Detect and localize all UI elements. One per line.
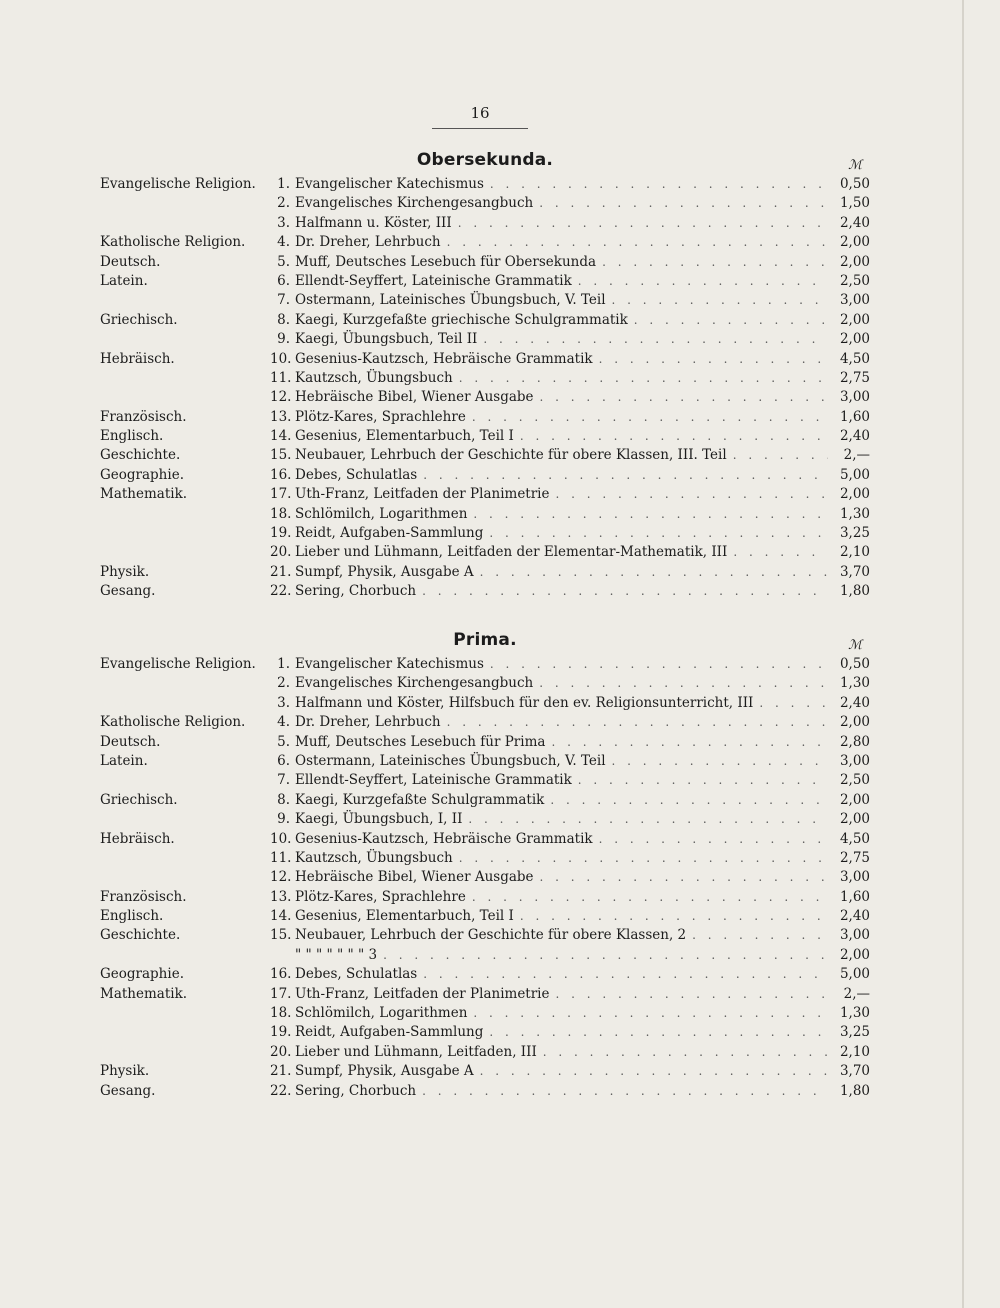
item-number: 7.: [277, 772, 290, 789]
subject-label: Katholische Religion.: [100, 714, 246, 731]
book-title: Halfmann u. Köster, III: [295, 214, 452, 231]
item-number: 8.: [277, 311, 290, 328]
book-title: Evangelisches Kirchengesangbuch: [295, 195, 534, 212]
dot-leader: [612, 754, 828, 768]
book-title: Kautzsch, Übungsbuch: [295, 369, 453, 386]
book-row: [100, 254, 870, 273]
dot-leader: [447, 235, 828, 249]
dot-leader: [480, 1064, 828, 1078]
book-title: Ellendt-Seyffert, Lateinische Grammatik: [295, 272, 572, 289]
book-title: Evangelisches Kirchengesangbuch: [295, 675, 534, 692]
book-title: Lieber und Lühmann, Leitfaden der Elementar-Mathematik, III: [295, 544, 728, 561]
subject-label: Katholische Religion.: [100, 234, 246, 251]
item-number: 17.: [270, 486, 292, 503]
dot-leader: [468, 812, 828, 826]
book-list: [100, 656, 870, 1102]
price-value: 2,00: [839, 811, 870, 828]
item-number: 10.: [270, 830, 292, 847]
item-number: 2.: [277, 675, 290, 692]
item-number: 16.: [270, 966, 292, 983]
subject-label: Griechisch.: [100, 791, 178, 808]
item-number: 5.: [277, 253, 290, 270]
subject-label: Latein.: [100, 752, 148, 769]
dot-leader: [459, 371, 828, 385]
item-number: 6.: [277, 272, 290, 289]
book-row: [100, 792, 870, 811]
item-number: 8.: [277, 791, 290, 808]
price-value: 3,70: [839, 1063, 870, 1080]
dot-leader: [473, 507, 828, 521]
price-value: 2,40: [839, 428, 870, 445]
dot-leader: [520, 909, 828, 923]
dot-leader: [473, 1006, 828, 1020]
subject-label: Deutsch.: [100, 253, 161, 270]
item-number: 9.: [277, 811, 290, 828]
dot-leader: [578, 274, 828, 288]
item-number: 3.: [277, 694, 290, 711]
item-number: 22.: [270, 583, 292, 600]
book-title: Muff, Deutsches Lesebuch für Prima: [295, 733, 546, 750]
item-number: 3.: [277, 214, 290, 231]
item-number: 11.: [270, 369, 292, 386]
price-value: 2,50: [839, 272, 870, 289]
dot-leader: [472, 410, 828, 424]
price-value: 3,00: [839, 292, 870, 309]
book-title: Dr. Dreher, Lehrbuch: [295, 234, 441, 251]
dot-leader: [422, 584, 828, 598]
dot-leader: [490, 657, 828, 671]
book-title: Ostermann, Lateinisches Übungsbuch, V. Teil: [295, 752, 606, 769]
item-number: 18.: [270, 505, 292, 522]
subject-label: Hebräisch.: [100, 350, 175, 367]
book-title: Hebräische Bibel, Wiener Ausgabe: [295, 389, 534, 406]
dot-leader: [599, 352, 828, 366]
book-row: [100, 486, 870, 505]
price-value: 2,00: [839, 791, 870, 808]
dot-leader: [480, 565, 828, 579]
price-value: 2,—: [843, 447, 870, 464]
book-row: [100, 656, 870, 675]
item-number: 16.: [270, 466, 292, 483]
book-row: [100, 889, 870, 908]
dot-leader: [550, 793, 828, 807]
book-row: [100, 215, 870, 234]
book-row: [100, 1063, 870, 1082]
price-value: 3,00: [839, 389, 870, 406]
book-row: [100, 467, 870, 486]
book-title: Schlömilch, Logarithmen: [295, 1005, 468, 1022]
subject-label: Englisch.: [100, 908, 164, 925]
item-number: 21.: [270, 1063, 292, 1080]
item-number: 11.: [270, 849, 292, 866]
book-row: [100, 312, 870, 331]
book-list: [100, 176, 870, 603]
book-title: Gesenius, Elementarbuch, Teil I: [295, 908, 514, 925]
item-number: 1.: [277, 176, 290, 192]
price-value: 3,70: [839, 563, 870, 580]
book-row: [100, 525, 870, 544]
price-value: 1,80: [839, 583, 870, 600]
price-value: 5,00: [839, 466, 870, 483]
book-title: Dr. Dreher, Lehrbuch: [295, 714, 441, 731]
book-title: Kaegi, Kurzgefaßte Schulgrammatik: [295, 791, 545, 808]
book-title: Debes, Schulatlas: [295, 466, 418, 483]
book-title: Sering, Chorbuch: [295, 1082, 417, 1099]
price-value: 2,00: [839, 946, 870, 963]
book-row: [100, 195, 870, 214]
section-prima: [100, 630, 870, 1102]
dot-leader: [578, 773, 828, 787]
subject-label: Griechisch.: [100, 311, 178, 328]
currency-symbol: ℳ: [848, 638, 862, 653]
dot-leader: [490, 177, 828, 191]
dot-leader: [551, 735, 828, 749]
item-number: 14.: [270, 908, 292, 925]
book-title: Uth-Franz, Leitfaden der Planimetrie: [295, 985, 550, 1002]
section-obersekunda: [100, 150, 870, 603]
book-row: [100, 234, 870, 253]
dot-leader: [733, 545, 828, 559]
book-row: [100, 370, 870, 389]
book-row: [100, 734, 870, 753]
price-value: 1,60: [839, 888, 870, 905]
book-row: [100, 447, 870, 466]
book-row: [100, 1044, 870, 1063]
book-title: Kaegi, Übungsbuch, Teil II: [295, 331, 478, 348]
dot-leader: [759, 696, 828, 710]
book-row: [100, 1005, 870, 1024]
book-title: Plötz-Kares, Sprachlehre: [295, 408, 466, 425]
item-number: 15.: [270, 927, 292, 944]
subject-label: Gesang.: [100, 583, 156, 600]
price-value: 2,00: [839, 331, 870, 348]
price-value: 4,50: [839, 350, 870, 367]
book-row: [100, 966, 870, 985]
item-number: 4.: [277, 714, 290, 731]
price-value: 2,80: [839, 733, 870, 750]
book-title: Kaegi, Übungsbuch, I, II: [295, 811, 463, 828]
item-number: 20.: [270, 544, 292, 561]
dot-leader: [540, 390, 828, 404]
subject-label: Mathematik.: [100, 985, 188, 1002]
book-row: [100, 831, 870, 850]
item-number: 14.: [270, 428, 292, 445]
price-value: 1,30: [839, 675, 870, 692]
item-number: 12.: [270, 389, 292, 406]
price-value: 4,50: [839, 830, 870, 847]
book-title: Kaegi, Kurzgefaßte griechische Schulgrammatik: [295, 311, 628, 328]
book-row: [100, 1024, 870, 1043]
section-title: Prima.: [453, 630, 517, 650]
item-number: 5.: [277, 733, 290, 750]
subject-label: Gesang.: [100, 1082, 156, 1099]
book-row: [100, 753, 870, 772]
item-number: 18.: [270, 1005, 292, 1022]
currency-symbol: ℳ: [848, 158, 862, 173]
dot-leader: [556, 987, 829, 1001]
book-title: Debes, Schulatlas: [295, 966, 418, 983]
dot-leader: [472, 890, 828, 904]
item-number: 4.: [277, 234, 290, 251]
item-number: 15.: [270, 447, 292, 464]
dot-leader: [733, 448, 828, 462]
item-number: 6.: [277, 752, 290, 769]
book-title: Evangelischer Katechismus: [295, 176, 484, 192]
price-value: 3,25: [839, 1024, 870, 1041]
book-title: Lieber und Lühmann, Leitfaden, III: [295, 1043, 537, 1060]
price-value: 3,00: [839, 927, 870, 944]
item-number: 13.: [270, 888, 292, 905]
price-value: 0,50: [839, 656, 870, 672]
price-value: 1,30: [839, 1005, 870, 1022]
dot-leader: [540, 870, 828, 884]
subject-label: Englisch.: [100, 428, 164, 445]
dot-leader: [539, 196, 828, 210]
item-number: 21.: [270, 563, 292, 580]
section-header: [100, 630, 870, 656]
price-value: 2,50: [839, 772, 870, 789]
subject-label: Evangelische Religion.: [100, 656, 256, 672]
section-header: [100, 150, 870, 176]
subject-label: Geschichte.: [100, 927, 181, 944]
book-row: [100, 869, 870, 888]
price-value: 2,00: [839, 486, 870, 503]
dot-leader: [483, 332, 828, 346]
subject-label: Geschichte.: [100, 447, 181, 464]
dot-leader: [459, 851, 828, 865]
price-value: 1,80: [839, 1082, 870, 1099]
subject-label: Latein.: [100, 272, 148, 289]
book-row: [100, 1083, 870, 1102]
item-number: 1.: [277, 656, 290, 672]
book-row: [100, 506, 870, 525]
book-row: [100, 947, 870, 966]
book-title: Halfmann und Köster, Hilfsbuch für den ev. Religionsunterricht, III: [295, 694, 754, 711]
price-value: 3,00: [839, 752, 870, 769]
item-number: 17.: [270, 985, 292, 1002]
price-value: 1,30: [839, 505, 870, 522]
item-number: 13.: [270, 408, 292, 425]
dot-leader: [599, 832, 828, 846]
subject-label: Physik.: [100, 563, 150, 580]
book-title: Sumpf, Physik, Ausgabe A: [295, 1063, 474, 1080]
book-row: [100, 409, 870, 428]
book-title: Sumpf, Physik, Ausgabe A: [295, 563, 474, 580]
dot-leader: [692, 928, 828, 942]
dot-leader: [612, 293, 828, 307]
book-title: Schlömilch, Logarithmen: [295, 505, 468, 522]
price-value: 3,00: [839, 869, 870, 886]
book-row: [100, 675, 870, 694]
book-row: [100, 428, 870, 447]
book-title: Gesenius, Elementarbuch, Teil I: [295, 428, 514, 445]
price-value: 2,40: [839, 694, 870, 711]
dot-leader: [383, 948, 828, 962]
book-title: Sering, Chorbuch: [295, 583, 417, 600]
price-value: 2,40: [839, 214, 870, 231]
item-number: 22.: [270, 1082, 292, 1099]
price-value: 2,75: [839, 849, 870, 866]
page-edge: [962, 0, 964, 1308]
dot-leader: [520, 429, 828, 443]
subject-label: Geographie.: [100, 466, 184, 483]
item-number: 12.: [270, 869, 292, 886]
book-row: [100, 772, 870, 791]
item-number: 7.: [277, 292, 290, 309]
book-title: Reidt, Aufgaben-Sammlung: [295, 1024, 484, 1041]
section-title: Obersekunda.: [416, 150, 554, 170]
price-value: 2,—: [843, 985, 870, 1002]
price-value: 2,10: [839, 1043, 870, 1060]
book-title: Neubauer, Lehrbuch der Geschichte für obere Klassen, III. Teil: [295, 447, 727, 464]
dot-leader: [539, 676, 828, 690]
book-title: Neubauer, Lehrbuch der Geschichte für obere Klassen, 2: [295, 927, 687, 944]
book-row: [100, 850, 870, 869]
page-number-rule: [432, 128, 528, 129]
book-row: [100, 176, 870, 195]
item-number: 19.: [270, 1024, 292, 1041]
book-title: Kautzsch, Übungsbuch: [295, 849, 453, 866]
dot-leader: [489, 526, 828, 540]
dot-leader: [447, 715, 828, 729]
book-row: [100, 986, 870, 1005]
book-title: Ostermann, Lateinisches Übungsbuch, V. Teil: [295, 292, 606, 309]
dot-leader: [422, 1084, 828, 1098]
subject-label: Hebräisch.: [100, 830, 175, 847]
price-value: 2,10: [839, 544, 870, 561]
book-title: Ellendt-Seyffert, Lateinische Grammatik: [295, 772, 572, 789]
book-title: Evangelischer Katechismus: [295, 656, 484, 672]
dot-leader: [423, 967, 828, 981]
book-title: Gesenius-Kautzsch, Hebräische Grammatik: [295, 830, 593, 847]
price-value: 2,00: [839, 714, 870, 731]
price-value: 2,00: [839, 311, 870, 328]
book-row: [100, 714, 870, 733]
price-value: 2,00: [839, 234, 870, 251]
book-title: Plötz-Kares, Sprachlehre: [295, 888, 466, 905]
dot-leader: [489, 1025, 828, 1039]
book-row: [100, 331, 870, 350]
dot-leader: [458, 216, 828, 230]
book-title: Gesenius-Kautzsch, Hebräische Grammatik: [295, 350, 593, 367]
dot-leader: [543, 1045, 828, 1059]
dot-leader: [634, 313, 828, 327]
dot-leader: [602, 255, 828, 269]
item-number: 9.: [277, 331, 290, 348]
book-row: [100, 695, 870, 714]
book-row: [100, 564, 870, 583]
dot-leader: [423, 468, 828, 482]
price-value: 1,50: [839, 195, 870, 212]
price-value: 3,25: [839, 525, 870, 542]
subject-label: Physik.: [100, 1063, 150, 1080]
book-row: [100, 389, 870, 408]
subject-label: Mathematik.: [100, 486, 188, 503]
book-title: Muff, Deutsches Lesebuch für Obersekunda: [295, 253, 597, 270]
price-value: 2,40: [839, 908, 870, 925]
price-value: 2,75: [839, 369, 870, 386]
subject-label: Französisch.: [100, 408, 187, 425]
book-row: [100, 927, 870, 946]
book-title: Uth-Franz, Leitfaden der Planimetrie: [295, 486, 550, 503]
book-title: " " " " " " " 3: [295, 946, 378, 963]
item-number: 19.: [270, 525, 292, 542]
book-row: [100, 292, 870, 311]
book-row: [100, 544, 870, 563]
book-title: Reidt, Aufgaben-Sammlung: [295, 525, 484, 542]
page-number: 16: [470, 104, 490, 122]
subject-label: Französisch.: [100, 888, 187, 905]
item-number: 10.: [270, 350, 292, 367]
price-value: 5,00: [839, 966, 870, 983]
subject-label: Evangelische Religion.: [100, 176, 256, 192]
item-number: 20.: [270, 1043, 292, 1060]
book-row: [100, 351, 870, 370]
subject-label: Deutsch.: [100, 733, 161, 750]
book-row: [100, 908, 870, 927]
price-value: 0,50: [839, 176, 870, 192]
book-row: [100, 811, 870, 830]
book-row: [100, 273, 870, 292]
book-title: Hebräische Bibel, Wiener Ausgabe: [295, 869, 534, 886]
item-number: 2.: [277, 195, 290, 212]
book-row: [100, 583, 870, 602]
price-value: 1,60: [839, 408, 870, 425]
price-value: 2,00: [839, 253, 870, 270]
dot-leader: [556, 487, 829, 501]
subject-label: Geographie.: [100, 966, 184, 983]
